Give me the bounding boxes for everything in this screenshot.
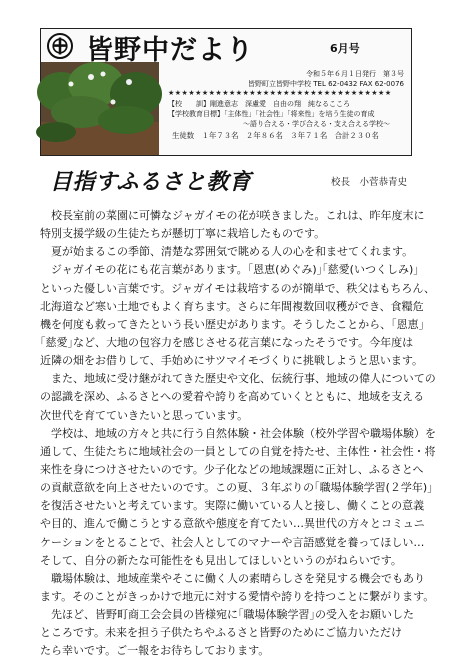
- article-line: ｢慈愛｣など、大地の包容力を感じさせる花言葉になったそうです。今年度は: [40, 335, 414, 349]
- article-line: 来性を身につけさせたいのです。少子化などの地域課題に正対し、ふるさとへ: [40, 462, 424, 476]
- article-line: ケーションをとることで、社会人としてのマナーや言語感覚を養ってほしい…: [40, 535, 425, 549]
- article-line: また、地域に受け継がれてきた歴史や文化、伝統行事、地域の偉人についての: [40, 372, 436, 386]
- article-line: ジャガイモの花にも花言葉があります。｢恩恵(めぐみ)｣｢慈愛(いつくしみ)｣: [40, 263, 419, 277]
- star-divider: ★★★★★★★★★★★★★★★★★★★★★★★★★★★★★★★★★: [168, 89, 392, 97]
- issue-month: 6月号: [330, 42, 360, 55]
- article-line: の認識を深め、ふるさとへの愛着や誇りを高めていくとともに、地域を支える: [40, 390, 425, 404]
- school-motto: 【校 訓】剛進意志 深慮愛 自由の翔 純なるこころ: [168, 100, 350, 108]
- student-count: 生徒数 １年７３名 ２年８６名 ３年７１名 合計２３０名: [172, 131, 379, 140]
- school-emblem-icon: [47, 33, 73, 59]
- article-line: 夏が始まるこの季節、清楚な雰囲気で眺める人の心を和ませてくれます。: [40, 245, 414, 259]
- newsletter-title: 皆野中だより: [86, 35, 254, 66]
- issue-date: 令和５年６月１日発行 第３号: [306, 70, 404, 78]
- article-line: 北海道など寒い土地でもよく育ちます。さらに年間複数回収穫ができ、食糧危: [40, 299, 424, 313]
- education-goal-subtitle: ～語り合える・学び合える・支え合える学校～: [243, 120, 390, 128]
- article-line: 近隣の畑をお借りして、手始めにサツマイモづくりに挑戦しようと思います。: [40, 354, 424, 368]
- education-goal: 【学校教育目標】「主体性」「社会性」「将来性」を培う生徒の育成: [168, 110, 375, 118]
- article-line: といった優しい言葉です。ジャガイモは栽培するのが簡単で、秩父はもちろん、: [40, 281, 436, 295]
- article-line: 特別支援学級の生徒たちが懸切丁寧に栽培したものです。: [40, 227, 326, 241]
- article-line: や目的、進んで働こうとする意欲や態度を育てたい…異世代の方々とコミュニ: [40, 517, 425, 531]
- article-line: 次世代を育てていきたいと思っています。: [40, 408, 249, 422]
- school-contact: 皆野町立皆野中学校 TEL 62-0432 FAX 62-0076: [248, 80, 404, 88]
- article-line: そして、自分の新たな可能性をも見出してほしいというのがねらいです。: [40, 553, 402, 567]
- article-body: [40, 207, 436, 661]
- article-line: ところです。未来を担う子供たちやふるさと皆野のためにご協力いただけ: [40, 626, 403, 640]
- article-line: の貢献意欲を向上させたいのです。この夏、３年ぶりの｢職場体験学習(２学年)｣: [40, 481, 433, 495]
- article-line: 学校は、地域の方々と共に行う自然体験・社会体験（校外学習や職場体験）を: [40, 426, 436, 440]
- article-line: ます。そのことがきっかけで地元に対する愛情や誇りを持つことに繋がります。: [40, 589, 435, 603]
- article-line: 機を何度も救ってきたという長い歴史があります。そうしたことから、｢恩恵｣: [40, 317, 425, 331]
- potato-plant-photo: [41, 62, 159, 155]
- article-line: たら幸いです。ご一報をお待ちしております。: [40, 644, 270, 658]
- article-headline: 目指すふるさと教育: [50, 170, 252, 195]
- article-line: を復活させたいと考えています。実際に働いている人と接し、働くことの意義: [40, 499, 425, 513]
- article-line: 先ほど、皆野町商工会会員の皆様宛に｢職場体験学習｣の受入をお願いした: [40, 608, 414, 622]
- article-line: 校長室前の菜園に可憐なジャガイモの花が咲きました。これは、昨年度末に: [40, 209, 425, 222]
- article-byline: 校長 小菅恭青史: [331, 177, 408, 188]
- article-line: 通して、生徒たちに地域社会の一員としての自覚を持たせ、主体性・社会性・将: [40, 444, 436, 458]
- article-line: 職場体験は、地域産業やそこに働く人の素晴らしさを発見する機会でもあり: [40, 571, 425, 585]
